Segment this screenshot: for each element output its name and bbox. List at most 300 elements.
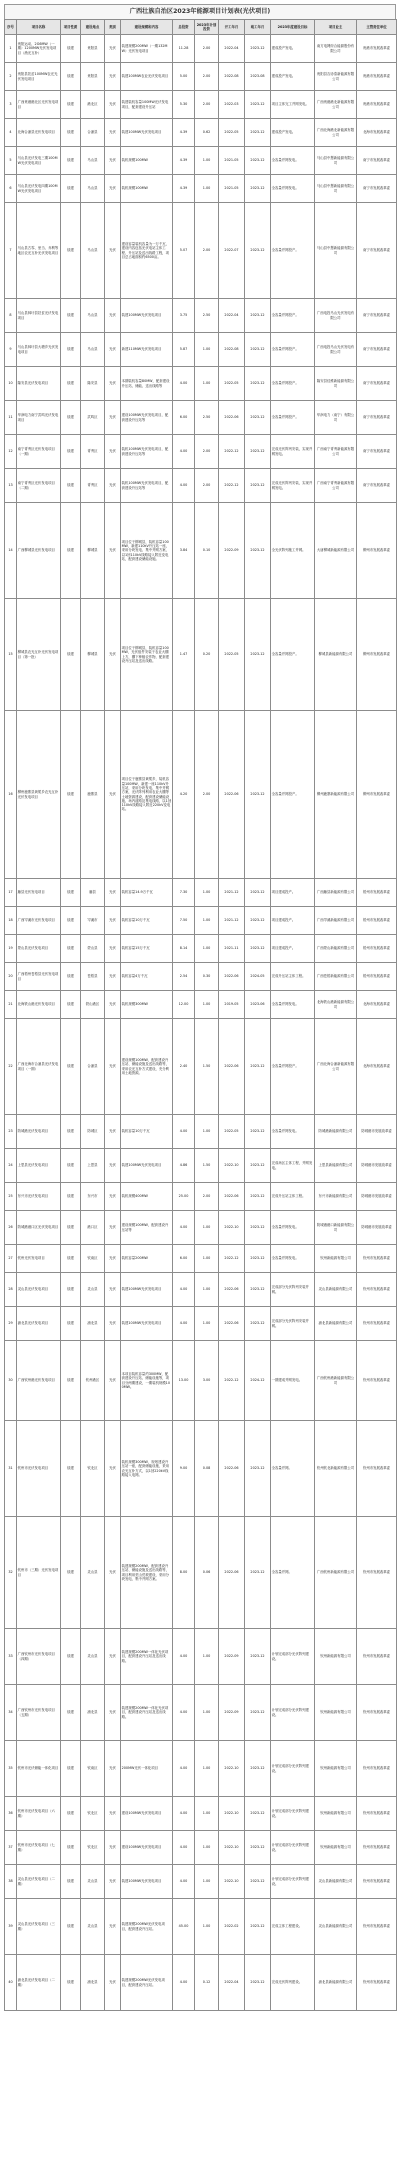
cell-project-name: 马山县古零、里当、乔利等地区农光互补光伏发电项目 xyxy=(17,203,61,299)
cell-authority: 钦州市发展改革委 xyxy=(357,1741,397,1797)
cell-authority: 南宁市发展改革委 xyxy=(357,175,397,203)
cell-category: 光伏 xyxy=(105,203,121,299)
cell-total-investment: 3.75 xyxy=(173,299,195,333)
cell-nature: 续建 xyxy=(61,1629,81,1685)
cell-location: 柳城县 xyxy=(81,503,105,599)
cell-location: 贵阳县 xyxy=(81,35,105,63)
col-header: 类别 xyxy=(105,20,121,35)
cell-start: 2022-10 xyxy=(219,1865,245,1899)
cell-total-investment: 45.00 xyxy=(173,1899,195,1955)
cell-category: 光伏 xyxy=(105,1115,121,1149)
cell-start: 2022-09 xyxy=(219,1629,245,1685)
cell-start: 2021-11 xyxy=(219,935,245,963)
cell-location: 灵山县 xyxy=(81,1517,105,1629)
cell-project-name: 马山县光伏发电三期100MW光伏发电项目 xyxy=(17,147,61,175)
cell-plan-investment: 0.30 xyxy=(195,963,219,991)
cell-index: 20 xyxy=(5,963,17,991)
cell-total-investment: 4.00 xyxy=(173,1741,195,1797)
cell-location: 岑溪市 xyxy=(81,907,105,935)
cell-target: 全容量并网。 xyxy=(271,1421,315,1517)
cell-category: 光伏 xyxy=(105,1149,121,1183)
cell-total-investment: 4.00 xyxy=(173,1797,195,1831)
cell-scope: 建设100MW光伏发电项目，配套建设升压站等 xyxy=(121,401,173,435)
cell-nature: 续建 xyxy=(61,119,81,147)
cell-start: 2022-12 xyxy=(219,1245,245,1273)
cell-scope: 装机规模100MW xyxy=(121,147,173,175)
cell-category: 光伏 xyxy=(105,711,121,879)
cell-plan-investment: 1.00 xyxy=(195,147,219,175)
cell-plan-investment: 2.00 xyxy=(195,91,219,119)
cell-nature: 续建 xyxy=(61,1183,81,1211)
cell-authority: 防城港市发展改革委 xyxy=(357,1183,397,1211)
cell-finish: 2023-12 xyxy=(245,333,271,367)
cell-target: 计划完成部分光伏阵列建设。 xyxy=(271,1831,315,1865)
cell-plan-investment: 1.00 xyxy=(195,1629,219,1685)
table-row xyxy=(5,1245,397,1273)
cell-finish: 2023-12 xyxy=(245,1831,271,1865)
cell-start: 2022-06 xyxy=(219,963,245,991)
cell-owner: 钦州新能源有限公司 xyxy=(315,1797,357,1831)
cell-total-investment: 2.40 xyxy=(173,1019,195,1115)
cell-authority: 北海市发展改革委 xyxy=(357,119,397,147)
cell-target: 全容量并网发电。 xyxy=(271,1211,315,1245)
cell-plan-investment: 2.00 xyxy=(195,203,219,299)
cell-authority: 南宁市发展改革委 xyxy=(357,203,397,299)
cell-location: 上思县 xyxy=(81,1149,105,1183)
table-row xyxy=(5,1797,397,1831)
cell-nature: 续建 xyxy=(61,1741,81,1797)
cell-start: 2019-05 xyxy=(219,991,245,1019)
cell-project-name: 浦北县光伏发电项目 xyxy=(17,1307,61,1341)
cell-plan-investment: 1.00 xyxy=(195,1307,219,1341)
cell-start: 2021-05 xyxy=(219,175,245,203)
cell-location: 马山县 xyxy=(81,299,105,333)
col-header: 开工年月 xyxy=(219,20,245,35)
cell-total-investment: 7.30 xyxy=(173,879,195,907)
cell-authority: 钦州市发展改革委 xyxy=(357,1307,397,1341)
cell-category: 光伏 xyxy=(105,333,121,367)
cell-scope: 200MW光伏一体化项目 xyxy=(121,1741,173,1797)
cell-scope: 建设规模100MW，配套建设升压站、储能设施及送出线路等，采用农光互补方式建设，充分利用土地资源。 xyxy=(121,1019,173,1115)
cell-start: 2022-04 xyxy=(219,299,245,333)
cell-nature: 续建 xyxy=(61,63,81,91)
cell-target: 完成光伏阵列建设。 xyxy=(271,1955,315,2011)
cell-nature: 续建 xyxy=(61,991,81,1019)
cell-index: 39 xyxy=(5,1899,17,1955)
cell-index: 22 xyxy=(5,1019,17,1115)
cell-category: 光伏 xyxy=(105,469,121,503)
cell-total-investment: 4.00 xyxy=(173,1211,195,1245)
cell-target: 全容量并网发电。 xyxy=(271,1115,315,1149)
cell-owner: 灵山县新能源有限公司 xyxy=(315,1865,357,1899)
cell-authority: 南宁市发展改革委 xyxy=(357,147,397,175)
cell-location: 港北区 xyxy=(81,91,105,119)
cell-index: 29 xyxy=(5,1307,17,1341)
cell-category: 光伏 xyxy=(105,1899,121,1955)
cell-scope: 装机规模100MW xyxy=(121,175,173,203)
cell-target: 全容量并网投产。 xyxy=(271,367,315,401)
cell-project-name: 灵山县光伏发电项目（二期） xyxy=(17,1865,61,1899)
cell-finish: 2023-12 xyxy=(245,1955,271,2011)
cell-plan-investment: 2.00 xyxy=(195,435,219,469)
cell-plan-investment: 0.08 xyxy=(195,1421,219,1517)
cell-finish: 2023-12 xyxy=(245,599,271,711)
cell-plan-investment: 1.00 xyxy=(195,935,219,963)
table-row xyxy=(5,935,397,963)
cell-nature: 续建 xyxy=(61,435,81,469)
cell-finish: 2023-12 xyxy=(245,1517,271,1629)
cell-category: 光伏 xyxy=(105,367,121,401)
projects-table xyxy=(4,19,397,2011)
cell-nature: 续建 xyxy=(61,333,81,367)
cell-authority: 钦州市发展改革委 xyxy=(357,1273,397,1307)
cell-total-investment: 4.00 xyxy=(173,435,195,469)
table-row xyxy=(5,1629,397,1685)
cell-total-investment: 4.39 xyxy=(173,175,195,203)
cell-target: 全光伏阵列施工并网。 xyxy=(271,503,315,599)
cell-index: 12 xyxy=(5,435,17,469)
cell-authority: 南宁市发展改革委 xyxy=(357,435,397,469)
cell-target: 全容量并网投产。 xyxy=(271,711,315,879)
cell-location: 藤县 xyxy=(81,879,105,907)
cell-nature: 续建 xyxy=(61,1211,81,1245)
cell-finish: 2024-05 xyxy=(245,963,271,991)
col-header: 序号 xyxy=(5,20,17,35)
cell-start: 2022-05 xyxy=(219,119,245,147)
cell-owner: 灵山县新能源有限公司 xyxy=(315,1899,357,1955)
cell-finish: 2023-12 xyxy=(245,147,271,175)
cell-index: 16 xyxy=(5,711,17,879)
cell-scope: 装建100MW光伏发电项目 xyxy=(121,1865,173,1899)
cell-start: 2021-05 xyxy=(219,147,245,175)
cell-total-investment: 4.00 xyxy=(173,1865,195,1899)
cell-plan-investment: 0.62 xyxy=(195,119,219,147)
cell-index: 3 xyxy=(5,91,17,119)
table-row xyxy=(5,63,397,91)
cell-authority: 防城港市发展改革委 xyxy=(357,1115,397,1149)
table-row xyxy=(5,1517,397,1629)
cell-owner: 广西南宁青秀新能源有限公司 xyxy=(315,435,357,469)
cell-project-name: 广西钦州港光伏发电项目 xyxy=(17,1341,61,1421)
cell-start: 2022-05 xyxy=(219,1115,245,1149)
cell-plan-investment: 1.00 xyxy=(195,1685,219,1741)
cell-category: 光伏 xyxy=(105,991,121,1019)
cell-owner: 贵阳县吉协泰新能源有限公司 xyxy=(315,63,357,91)
cell-index: 15 xyxy=(5,599,17,711)
cell-category: 光伏 xyxy=(105,401,121,435)
cell-location: 钦北区 xyxy=(81,1831,105,1865)
cell-index: 2 xyxy=(5,63,17,91)
cell-start: 2022-12 xyxy=(219,1341,245,1421)
cell-index: 25 xyxy=(5,1183,17,1211)
cell-index: 38 xyxy=(5,1865,17,1899)
cell-owner: 上思县新能源有限公司 xyxy=(315,1149,357,1183)
table-row xyxy=(5,401,397,435)
cell-total-investment: 4.00 xyxy=(173,1115,195,1149)
cell-plan-investment: 3.00 xyxy=(195,1341,219,1421)
cell-target: 完成升压站主体工程。 xyxy=(271,1183,315,1211)
cell-start: 2022-07 xyxy=(219,203,245,299)
cell-start: 2022-03 xyxy=(219,91,245,119)
cell-index: 40 xyxy=(5,1955,17,2011)
cell-total-investment: 4.00 xyxy=(173,1831,195,1865)
cell-target: 建成投产发电。 xyxy=(271,119,315,147)
cell-scope: 装机100MW光伏发电项目，配套建设升压站等 xyxy=(121,435,173,469)
cell-authority: 钦州市发展改革委 xyxy=(357,1685,397,1741)
cell-finish: 2023-12 xyxy=(245,907,271,935)
cell-finish: 2023-08 xyxy=(245,63,271,91)
cell-start: 2021-12 xyxy=(219,879,245,907)
cell-finish: 2023-12 xyxy=(245,1211,271,1245)
cell-project-name: 防城港港口区光伏发电项目 xyxy=(17,1211,61,1245)
cell-category: 光伏 xyxy=(105,1517,121,1629)
table-row xyxy=(5,299,397,333)
cell-finish: 2023-12 xyxy=(245,35,271,63)
cell-start: 2022-08 xyxy=(219,63,245,91)
cell-total-investment: 4.00 xyxy=(173,1955,195,2011)
cell-project-name: 隆安县光伏发电项目 xyxy=(17,367,61,401)
cell-scope: 装建100MW农业光伏发电项目 xyxy=(121,63,173,91)
cell-owner: 广西电投马山光伏发电有限公司 xyxy=(315,299,357,333)
cell-start: 2022-05 xyxy=(219,367,245,401)
cell-owner: 广西电投马山光伏发电有限公司 xyxy=(315,333,357,367)
cell-owner: 广西蒙山新能源有限公司 xyxy=(315,935,357,963)
cell-scope: 建设100MW光伏发电项目 xyxy=(121,1831,173,1865)
cell-index: 28 xyxy=(5,1273,17,1307)
cell-start: 2022-02 xyxy=(219,1899,245,1955)
cell-total-investment: 4.00 xyxy=(173,1685,195,1741)
cell-location: 马山县 xyxy=(81,333,105,367)
cell-category: 光伏 xyxy=(105,1273,121,1307)
cell-owner: 南方电网综合能源股份有限公司 xyxy=(315,35,357,63)
cell-total-investment: 4.39 xyxy=(173,147,195,175)
cell-scope: 装机100MW光伏发电项目，配套建设升压站等 xyxy=(121,469,173,503)
cell-finish: 2023-12 xyxy=(245,1273,271,1307)
cell-authority: 钦州市发展改革委 xyxy=(357,1899,397,1955)
cell-location: 浦北县 xyxy=(81,1685,105,1741)
cell-category: 光伏 xyxy=(105,1955,121,2011)
cell-finish: 2023-12 xyxy=(245,1019,271,1115)
cell-index: 31 xyxy=(5,1421,17,1517)
cell-project-name: 马山县林圩县扶贫光伏发电项目 xyxy=(17,299,61,333)
cell-total-investment: 5.00 xyxy=(173,63,195,91)
cell-finish: 2023-06 xyxy=(245,991,271,1019)
cell-nature: 续建 xyxy=(61,1831,81,1865)
cell-finish: 2023-12 xyxy=(245,935,271,963)
cell-finish: 2023-12 xyxy=(245,1685,271,1741)
cell-location: 钦南区 xyxy=(81,1741,105,1797)
cell-plan-investment: 2.00 xyxy=(195,1183,219,1211)
cell-location: 马山县 xyxy=(81,147,105,175)
col-header: 竣工年月 xyxy=(245,20,271,35)
cell-project-name: 钦州光伏发电项目 xyxy=(17,1245,61,1273)
cell-authority: 钦州市发展改革委 xyxy=(357,1955,397,2011)
document-title: 广西壮族自治区2023年能源项目计划表(光伏项目) xyxy=(4,4,396,19)
cell-start: 2022-05 xyxy=(219,599,245,711)
cell-project-name: 马山县光伏发电四期100MW光伏发电项目 xyxy=(17,175,61,203)
cell-project-name: 贵阳运动、2G6MW（一期）1200MW光伏发电项目（渔光互补） xyxy=(17,35,61,63)
cell-owner: 柳城县新能源有限公司 xyxy=(315,599,357,711)
cell-finish: 2023-12 xyxy=(245,1245,271,1273)
cell-location: 钦南区 xyxy=(81,1245,105,1273)
cell-target: 完成光伏阵列安装，实现并网发电。 xyxy=(271,469,315,503)
cell-category: 光伏 xyxy=(105,503,121,599)
cell-nature: 续建 xyxy=(61,907,81,935)
cell-category: 光伏 xyxy=(105,435,121,469)
cell-index: 33 xyxy=(5,1629,17,1685)
cell-location: 港口区 xyxy=(81,1211,105,1245)
cell-scope: 装建规模200MW光伏发电项目，配套建设升压站。 xyxy=(121,1955,173,2011)
cell-nature: 续建 xyxy=(61,963,81,991)
cell-category: 光伏 xyxy=(105,935,121,963)
table-row xyxy=(5,1273,397,1307)
cell-project-name: 广西钦州市光伏发电项目（四期） xyxy=(17,1629,61,1685)
cell-category: 光伏 xyxy=(105,1797,121,1831)
cell-scope: 装建规模200MW一体化光伏项目，配套建设升压站及送出线路。 xyxy=(121,1685,173,1741)
cell-total-investment: 8.00 xyxy=(173,1517,195,1629)
table-row xyxy=(5,963,397,991)
cell-total-investment: 12.00 xyxy=(173,991,195,1019)
cell-category: 光伏 xyxy=(105,1245,121,1273)
table-row xyxy=(5,35,397,63)
cell-project-name: 广西钦州市光伏发电项目（五期） xyxy=(17,1685,61,1741)
cell-nature: 续建 xyxy=(61,1115,81,1149)
cell-owner: 北海铁山港新能源有限公司 xyxy=(315,991,357,1019)
cell-location: 灵山县 xyxy=(81,1865,105,1899)
cell-target: 全容量并网发电。 xyxy=(271,175,315,203)
cell-location: 钦北区 xyxy=(81,1797,105,1831)
cell-nature: 续建 xyxy=(61,1341,81,1421)
cell-category: 光伏 xyxy=(105,1629,121,1685)
cell-start: 2022-04 xyxy=(219,35,245,63)
cell-authority: 梧州市发展改革委 xyxy=(357,879,397,907)
cell-project-name: 钦州市（三期）光伏发电项目 xyxy=(17,1517,61,1629)
cell-index: 5 xyxy=(5,147,17,175)
cell-scope: 装建100MW光伏发电项目 xyxy=(121,1273,173,1307)
cell-scope: 装建规模200MW一体化光伏项目，配套建设升压站及送出线路。 xyxy=(121,1629,173,1685)
cell-start: 2022-09 xyxy=(219,503,245,599)
cell-location: 灵山县 xyxy=(81,1273,105,1307)
cell-owner: 浦北县新能源有限公司 xyxy=(315,1307,357,1341)
cell-authority: 钦州市发展改革委 xyxy=(357,1421,397,1517)
cell-location: 青秀区 xyxy=(81,469,105,503)
cell-index: 9 xyxy=(5,333,17,367)
cell-location: 防城区 xyxy=(81,1115,105,1149)
cell-nature: 续建 xyxy=(61,1955,81,2011)
cell-finish: 2023-12 xyxy=(245,1629,271,1685)
cell-category: 光伏 xyxy=(105,119,121,147)
cell-finish: 2023-12 xyxy=(245,1115,271,1149)
table-row xyxy=(5,991,397,1019)
cell-owner: 华润电力（南宁）有限公司 xyxy=(315,401,357,435)
cell-target: 完成部分光伏阵列安装并网。 xyxy=(271,1273,315,1307)
cell-category: 光伏 xyxy=(105,1341,121,1421)
cell-plan-investment: 1.00 xyxy=(195,1899,219,1955)
cell-finish: 2023-12 xyxy=(245,119,271,147)
cell-authority: 柳州市发展改革委 xyxy=(357,711,397,879)
cell-target: 计划完成部分光伏阵列建设。 xyxy=(271,1797,315,1831)
cell-category: 光伏 xyxy=(105,599,121,711)
cell-start: 2022-04 xyxy=(219,1955,245,2011)
cell-index: 21 xyxy=(5,991,17,1019)
table-row xyxy=(5,119,397,147)
cell-target: 全容量并网投产。 xyxy=(271,599,315,711)
cell-location: 马山县 xyxy=(81,203,105,299)
cell-index: 26 xyxy=(5,1211,17,1245)
cell-category: 光伏 xyxy=(105,1211,121,1245)
cell-scope: 项目位于柳城县，装机容量100MW，光伏组件安装于农业大棚上方，棚下种植农作物，配套建设升压站及送出线路。 xyxy=(121,599,173,711)
cell-target: 项目建成投产。 xyxy=(271,907,315,935)
cell-target: 完成光伏阵列安装，实现并网发电。 xyxy=(271,435,315,469)
cell-target: 全容量并网发电。 xyxy=(271,1245,315,1273)
cell-start: 2021-12 xyxy=(219,907,245,935)
cell-plan-investment: 1.00 xyxy=(195,1115,219,1149)
table-row xyxy=(5,1341,397,1421)
cell-plan-investment: 2.50 xyxy=(195,299,219,333)
cell-plan-investment: 1.00 xyxy=(195,367,219,401)
table-header-row xyxy=(5,20,397,35)
cell-target: 完成场区主体工程，并网发电。 xyxy=(271,1149,315,1183)
cell-plan-investment: 0.06 xyxy=(195,1517,219,1629)
cell-nature: 续建 xyxy=(61,1865,81,1899)
cell-project-name: 钦州市光伏发电项目（七期） xyxy=(17,1831,61,1865)
cell-scope: 装建100MW光伏发电项目 xyxy=(121,119,173,147)
cell-plan-investment: 2.50 xyxy=(195,401,219,435)
cell-scope: 装机容量10万千瓦 xyxy=(121,907,173,935)
cell-index: 14 xyxy=(5,503,17,599)
col-header: 项目名称 xyxy=(17,20,61,35)
cell-scope: 装机规模300MW，规划建设升压站一座，配套储能设施，采用农光互补方式，以1回220kV线路接入电网。 xyxy=(121,1421,173,1517)
table-row xyxy=(5,175,397,203)
cell-nature: 续建 xyxy=(61,599,81,711)
cell-authority: 北海市发展改革委 xyxy=(357,991,397,1019)
cell-owner: 马山县中慧新能源有限公司 xyxy=(315,175,357,203)
cell-total-investment: 4.20 xyxy=(173,711,195,879)
table-row xyxy=(5,503,397,599)
cell-location: 浦北县 xyxy=(81,1307,105,1341)
cell-nature: 续建 xyxy=(61,1797,81,1831)
cell-location: 隆安县 xyxy=(81,367,105,401)
cell-owner: 钦州新能源有限公司 xyxy=(315,1831,357,1865)
cell-location: 武鸣区 xyxy=(81,401,105,435)
cell-plan-investment: 2.00 xyxy=(195,711,219,879)
cell-total-investment: 5.07 xyxy=(173,203,195,299)
cell-project-name: 钦州市光伏储能一体化项目 xyxy=(17,1741,61,1797)
cell-finish: 2023-12 xyxy=(245,299,271,333)
table-row xyxy=(5,333,397,367)
table-row xyxy=(5,91,397,119)
cell-authority: 南宁市发展改革委 xyxy=(357,469,397,503)
cell-nature: 续建 xyxy=(61,1307,81,1341)
table-row xyxy=(5,1899,397,1955)
cell-scope: 项目位于柳城县，装机容量100MW，新建110kV升压站一座，采用分块发电、集中并网方案，以1回110kV线路接入附近变电站，配套建设储能设施。 xyxy=(121,503,173,599)
cell-index: 30 xyxy=(5,1341,17,1421)
cell-project-name: 防城港光伏发电项目 xyxy=(17,1115,61,1149)
col-header: 2023年计划投资 xyxy=(195,20,219,35)
cell-start: 2022-06 xyxy=(219,1273,245,1307)
cell-project-name: 浦北县光伏发电项目（二期） xyxy=(17,1955,61,2011)
cell-target: 完成升压站主体工程。 xyxy=(271,963,315,991)
cell-total-investment: 11.28 xyxy=(173,35,195,63)
cell-total-investment: 8.14 xyxy=(173,935,195,963)
cell-plan-investment: 0.20 xyxy=(195,599,219,711)
cell-total-investment: 5.30 xyxy=(173,91,195,119)
cell-project-name: 灵山县光伏发电项目 xyxy=(17,1273,61,1307)
cell-location: 合浦县 xyxy=(81,119,105,147)
cell-owner: 钦州新能源有限公司 xyxy=(315,1629,357,1685)
cell-nature: 续建 xyxy=(61,935,81,963)
cell-nature: 续建 xyxy=(61,175,81,203)
